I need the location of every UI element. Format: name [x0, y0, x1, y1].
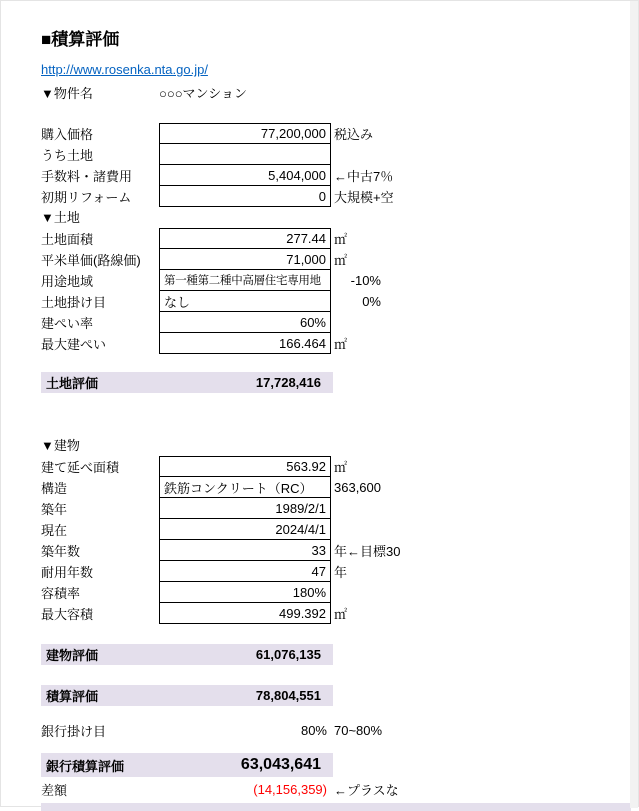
unit-price-cell[interactable]: 71,000 [159, 249, 331, 270]
max-coverage-label: 最大建ぺい [41, 337, 107, 352]
zoning-label: 用途地域 [41, 274, 94, 289]
zoning-cell[interactable]: 第一種第二種中高層住宅専用地 [159, 270, 331, 291]
unit-price-suffix: ㎡ [334, 253, 348, 268]
table-row [41, 270, 638, 291]
table-row [41, 519, 638, 540]
land-section-header: ▼土地 [41, 210, 80, 225]
reform-suffix: 大規模+空 [334, 190, 394, 205]
table-row [41, 603, 638, 624]
fees-suffix: ←中古7％ [334, 169, 394, 184]
next-section-bar [41, 803, 631, 811]
building-age-cell[interactable]: 33 [159, 540, 331, 561]
bank-valuation-value[interactable]: 63,043,641 [240, 756, 321, 773]
table-row [41, 291, 638, 312]
table-row [41, 249, 638, 270]
volume-ratio-label: 容積率 [41, 586, 81, 601]
purchase-group [41, 123, 638, 207]
table-row [41, 582, 638, 603]
table-row [41, 498, 638, 519]
land-haircut-suffix: 0% [362, 294, 381, 309]
table-row [41, 165, 638, 186]
built-year-label: 築年 [41, 502, 68, 517]
zoning-adjust-suffix: -10% [350, 273, 381, 288]
land-group [41, 228, 638, 354]
max-volume-suffix: ㎡ [334, 607, 348, 622]
max-volume-cell[interactable]: 499.392 [159, 603, 331, 624]
max-coverage-suffix: ㎡ [334, 337, 348, 352]
floor-area-suffix: ㎡ [334, 460, 348, 475]
table-row [41, 228, 638, 249]
land-area-suffix: ㎡ [334, 232, 348, 247]
fees-cell[interactable]: 5,404,000 [159, 165, 331, 186]
floor-area-cell[interactable]: 563.92 [159, 456, 331, 477]
useful-life-cell[interactable]: 47 [159, 561, 331, 582]
building-valuation-row [41, 644, 333, 665]
table-row [41, 144, 638, 165]
current-date-cell[interactable]: 2024/4/1 [159, 519, 331, 540]
land-haircut-label: 土地掛け目 [41, 295, 107, 310]
page-title: ■積算評価 [41, 30, 120, 49]
structure-unit-cost-suffix: 363,600 [334, 480, 381, 495]
useful-life-suffix: 年 [334, 565, 348, 580]
bank-ratio-cell[interactable]: 80% [300, 723, 327, 738]
reform-label: 初期リフォーム [41, 190, 132, 205]
bank-ratio-suffix: 70~80% [334, 723, 383, 738]
property-row [41, 83, 638, 101]
bank-ratio-row [41, 720, 638, 741]
purchase-price-cell[interactable]: 77,200,000 [159, 123, 331, 144]
land-area-cell[interactable]: 277.44 [159, 228, 331, 249]
window-right-gutter [630, 1, 638, 808]
cost-valuation-row [41, 685, 333, 706]
land-valuation-row [41, 372, 333, 393]
building-section-header: ▼建物 [41, 438, 80, 453]
land-valuation-label: 土地評価 [46, 376, 99, 391]
bank-valuation-row [41, 753, 333, 777]
structure-label: 構造 [41, 481, 68, 496]
land-portion-label: うち土地 [41, 148, 94, 163]
coverage-ratio-label: 建ぺい率 [41, 316, 94, 331]
purchase-price-label: 購入価格 [41, 127, 94, 142]
table-row [41, 477, 638, 498]
building-age-label: 築年数 [41, 544, 81, 559]
reform-cell[interactable]: 0 [159, 186, 331, 207]
fees-label: 手数料・諸費用 [41, 169, 133, 184]
floor-area-label: 建て延べ面積 [41, 460, 120, 475]
difference-cell[interactable]: (14,156,359) [253, 782, 327, 797]
table-row [41, 186, 638, 207]
building-valuation-label: 建物評価 [46, 648, 99, 663]
rosenka-link[interactable]: http://www.rosenka.nta.go.jp/ [41, 62, 208, 77]
cost-valuation-value[interactable]: 78,804,551 [255, 688, 321, 703]
table-row [41, 333, 638, 354]
land-portion-cell[interactable] [159, 144, 331, 165]
difference-suffix: ←プラスな [334, 783, 399, 798]
bank-valuation-label: 銀行積算評価 [46, 758, 125, 774]
useful-life-label: 耐用年数 [41, 565, 94, 580]
property-label: ▼物件名 [41, 85, 93, 101]
difference-row [41, 779, 638, 800]
max-coverage-cell[interactable]: 166.464 [159, 333, 331, 354]
purchase-price-suffix: 税込み [334, 127, 374, 142]
table-row [41, 123, 638, 144]
difference-label: 差額 [41, 783, 68, 798]
volume-ratio-cell[interactable]: 180% [159, 582, 331, 603]
url-row [41, 61, 638, 79]
current-date-label: 現在 [41, 523, 68, 538]
land-haircut-cell[interactable]: なし [159, 291, 331, 312]
land-area-label: 土地面積 [41, 232, 94, 247]
property-name-cell[interactable]: ○○○マンション [159, 85, 247, 101]
built-year-cell[interactable]: 1989/2/1 [159, 498, 331, 519]
building-valuation-value[interactable]: 61,076,135 [255, 647, 321, 662]
table-row [41, 456, 638, 477]
table-row [41, 561, 638, 582]
max-volume-label: 最大容積 [41, 607, 94, 622]
table-row [41, 540, 638, 561]
building-age-suffix: 年←目標30 [334, 544, 401, 559]
land-valuation-value[interactable]: 17,728,416 [255, 375, 321, 390]
cost-valuation-label: 積算評価 [46, 689, 99, 704]
unit-price-label: 平米単価(路線価) [41, 253, 141, 268]
bank-ratio-label: 銀行掛け目 [41, 724, 107, 739]
coverage-ratio-cell[interactable]: 60% [159, 312, 331, 333]
table-row [41, 312, 638, 333]
structure-cell[interactable]: 鉄筋コンクリート（RC） [159, 477, 331, 498]
building-group [41, 456, 638, 624]
